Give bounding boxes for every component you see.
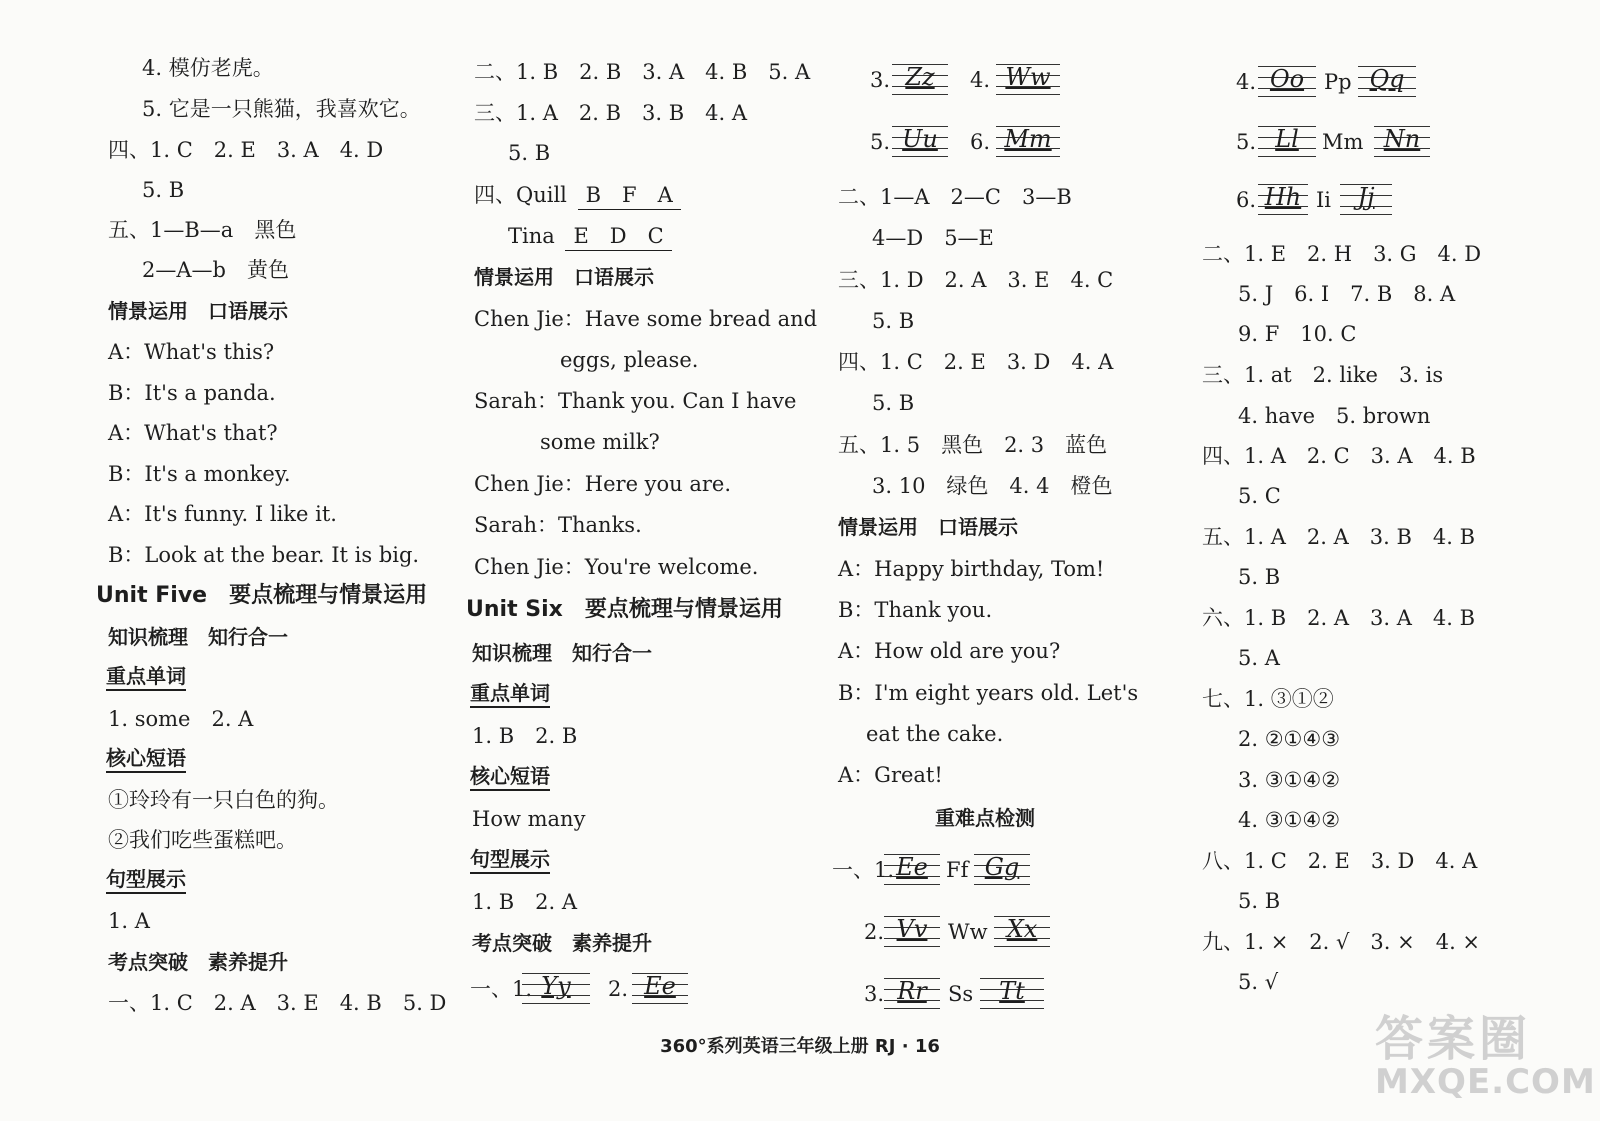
watermark	[1375, 1000, 1596, 1110]
item-label: 3.	[864, 982, 885, 1006]
printed-letters: Mm	[1322, 130, 1364, 154]
answer-line: 二、1. E 2. H 3. G 4. D	[1202, 242, 1482, 266]
handwriting-row	[1236, 178, 1576, 222]
answer-line: ①玲玲有一只白色的狗。	[108, 788, 339, 812]
printed-letters: Ww	[948, 920, 988, 944]
answer-line: 一、1. C 2. A 3. E 4. B 5. D	[108, 991, 447, 1015]
handwritten-letters: Uu	[902, 125, 938, 153]
item-label: 一、1.	[470, 977, 533, 1001]
subsection-heading: 句型展示	[106, 866, 186, 894]
dialogue-line: A：How old are you?	[838, 639, 1061, 663]
answer-line: 5. B	[142, 178, 185, 202]
answer-line	[508, 222, 672, 251]
handwriting-row	[832, 848, 1192, 892]
answer-line: 四、1. A 2. C 3. A 4. B	[1202, 444, 1476, 468]
section-heading: 考点突破 素养提升	[108, 950, 288, 974]
answer-line: 5. C	[1238, 484, 1281, 508]
handwriting-row	[470, 967, 800, 1011]
handwriting-row	[1236, 60, 1576, 104]
handwriting-box	[522, 967, 590, 1011]
handwritten-letters: Yy	[541, 972, 571, 1000]
answer-line: 4—D 5—E	[872, 226, 994, 250]
dialogue-line: Chen Jie：You're welcome.	[474, 555, 759, 579]
answer-line: 1. B 2. A	[472, 890, 578, 914]
dialogue-line: A：Happy birthday, Tom!	[838, 557, 1105, 581]
dialogue-line: B：I'm eight years old. Let's	[838, 681, 1139, 705]
answer-line: 5. √	[1238, 970, 1279, 994]
handwriting-box	[994, 910, 1050, 954]
answer-line: 三、1. at 2. like 3. is	[1202, 363, 1444, 387]
handwriting-box	[1340, 178, 1392, 222]
item-label: 4.	[970, 68, 991, 92]
answer-line: 1. A	[108, 909, 150, 933]
unit-title: Unit Six 要点梳理与情景运用	[466, 597, 783, 622]
handwriting-row	[870, 120, 1200, 164]
item-label: 5.	[1236, 130, 1257, 154]
dialogue-line: eat the cake.	[866, 722, 1004, 746]
handwriting-row	[1236, 120, 1576, 164]
underlined-answer: E D C	[565, 222, 671, 251]
handwritten-letters: Oo	[1269, 65, 1305, 93]
dialogue-line: B：Look at the bear. It is big.	[108, 543, 420, 567]
subsection-heading: 核心短语	[106, 745, 186, 773]
dialogue-line: Chen Jie：Here you are.	[474, 472, 732, 496]
handwriting-box	[892, 120, 948, 164]
subsection-heading: 句型展示	[470, 846, 550, 874]
answer-line: 2. ②①④③	[1238, 727, 1341, 751]
handwriting-box	[1258, 178, 1308, 222]
handwritten-letters: Nn	[1383, 125, 1421, 153]
page-footer: 360°系列英语三年级上册 RJ · 16	[660, 1036, 940, 1057]
handwriting-row	[870, 58, 1200, 102]
handwriting-box	[632, 967, 688, 1011]
subsection-heading: 重点单词	[106, 663, 186, 691]
answer-line: 三、1. D 2. A 3. E 4. C	[838, 268, 1114, 292]
answer-line: 七、1. ③①②	[1202, 687, 1334, 711]
handwriting-box	[1258, 120, 1316, 164]
item-label: 5.	[870, 130, 891, 154]
handwriting-box	[974, 848, 1030, 892]
answer-line: 3. 10 绿色 4. 4 橙色	[872, 474, 1113, 498]
answer-line: 二、1. B 2. B 3. A 4. B 5. A	[474, 60, 811, 84]
handwriting-row	[864, 910, 1194, 954]
printed-letters: Ii	[1316, 188, 1332, 212]
answer-line: 5. 它是一只熊猫，我喜欢它。	[142, 97, 421, 121]
handwritten-letters: Qq	[1369, 65, 1405, 93]
answer-line: 2—A—b 黄色	[142, 258, 289, 282]
handwritten-letters: Ll	[1275, 125, 1299, 153]
answer-line: ②我们吃些蛋糕吧。	[108, 828, 297, 852]
answer-line: 五、1. A 2. A 3. B 4. B	[1202, 525, 1476, 549]
section-heading: 重难点检测	[935, 806, 1035, 830]
answer-line: 5. J 6. I 7. B 8. A	[1238, 282, 1456, 306]
handwritten-letters: Ee	[644, 972, 676, 1000]
handwritten-letters: Hh	[1264, 183, 1302, 211]
printed-letters: Ff	[946, 858, 969, 882]
item-label: 4.	[1236, 70, 1257, 94]
dialogue-line: eggs, please.	[560, 348, 699, 372]
answer-line: 5. B	[508, 141, 551, 165]
answer-line: 二、1—A 2—C 3—B	[838, 185, 1072, 209]
answer-line: 四、1. C 2. E 3. D 4. A	[838, 350, 1114, 374]
answer-line: 5. B	[872, 391, 915, 415]
answer-line: 四、1. C 2. E 3. A 4. D	[108, 138, 384, 162]
underlined-answer: B F A	[578, 181, 681, 210]
handwriting-box	[884, 910, 940, 954]
section-heading: 知识梳理 知行合一	[472, 641, 652, 665]
printed-letters: Pp	[1324, 70, 1352, 94]
watermark-text: 答案圈	[1375, 1011, 1532, 1067]
section-heading: 考点突破 素养提升	[472, 931, 652, 955]
handwritten-letters: Rr	[897, 977, 927, 1005]
dialogue-line: A：Great!	[838, 763, 943, 787]
answer-line: 9. F 10. C	[1238, 322, 1357, 346]
dialogue-line: A：What's this?	[108, 340, 275, 364]
column-1	[0, 0, 460, 1060]
handwritten-letters: Zz	[905, 63, 935, 91]
answer-line: 三、1. A 2. B 3. B 4. A	[474, 101, 748, 125]
answer-line: 4. 模仿老虎。	[142, 56, 274, 80]
dialogue-line: some milk?	[540, 430, 660, 454]
item-label: 2.	[864, 920, 885, 944]
handwritten-letters: Tt	[999, 977, 1025, 1005]
answer-line: 五、1. 5 黑色 2. 3 蓝色	[838, 433, 1108, 457]
dialogue-line: B：It's a panda.	[108, 381, 276, 405]
handwritten-letters: Vv	[896, 915, 928, 943]
dialogue-line: B：It's a monkey.	[108, 462, 291, 486]
handwriting-box	[884, 972, 940, 1016]
dialogue-line: B：Thank you.	[838, 598, 993, 622]
printed-letters: Ss	[948, 982, 974, 1006]
answer-line: 五、1—B—a 黑色	[108, 218, 297, 242]
handwriting-box	[996, 120, 1060, 164]
handwriting-box	[1258, 60, 1316, 104]
answer-line: How many	[472, 807, 586, 831]
answer-line: 八、1. C 2. E 3. D 4. A	[1202, 849, 1478, 873]
answer-line: 5. B	[872, 309, 915, 333]
answer-line: 5. B	[1238, 889, 1281, 913]
answer-line: 九、1. × 2. √ 3. × 4. ×	[1202, 930, 1481, 954]
answer-line: 5. B	[1238, 565, 1281, 589]
item-label: 一、1.	[832, 858, 895, 882]
answer-line: 4. ③①④②	[1238, 808, 1341, 832]
handwriting-box	[1374, 120, 1430, 164]
column-4	[1202, 0, 1600, 1060]
dialogue-line: Chen Jie：Have some bread and	[474, 307, 818, 331]
answer-line: 1. B 2. B	[472, 724, 578, 748]
dialogue-line: A：It's funny. I like it.	[108, 502, 337, 526]
section-heading: 情景运用 口语展示	[474, 265, 654, 289]
handwritten-letters: Ee	[896, 853, 928, 881]
dialogue-line: A：What's that?	[108, 421, 278, 445]
watermark-url: MXQE.COM	[1375, 1062, 1596, 1102]
section-heading: 知识梳理 知行合一	[108, 625, 288, 649]
handwriting-row	[864, 972, 1194, 1016]
subsection-heading: 重点单词	[470, 680, 550, 708]
dialogue-line: Sarah：Thank you. Can I have	[474, 389, 797, 413]
handwritten-letters: Mm	[1004, 125, 1052, 153]
answer-line: 六、1. B 2. A 3. A 4. B	[1202, 606, 1476, 630]
answer-line: 1. some 2. A	[108, 707, 254, 731]
answer-line: 4. have 5. brown	[1238, 404, 1431, 428]
handwritten-letters: Ww	[1005, 63, 1051, 91]
handwritten-letters: Xx	[1006, 915, 1038, 943]
dialogue-line: Sarah：Thanks.	[474, 513, 642, 537]
section-heading: 情景运用 口语展示	[108, 299, 288, 323]
unit-title: Unit Five 要点梳理与情景运用	[96, 583, 428, 608]
item-label: 6.	[970, 130, 991, 154]
handwriting-box	[884, 848, 940, 892]
answer-line: 3. ③①④②	[1238, 768, 1341, 792]
handwritten-letters: Jj	[1357, 183, 1375, 211]
column-2	[460, 0, 840, 1060]
handwriting-box	[1358, 60, 1416, 104]
answer-line	[474, 181, 681, 210]
handwriting-box	[892, 58, 948, 102]
column-3	[832, 0, 1210, 1060]
answer-line: 5. A	[1238, 646, 1280, 670]
handwritten-letters: Gg	[984, 853, 1020, 881]
item-label: 6.	[1236, 188, 1257, 212]
item-label: 3.	[870, 68, 891, 92]
section-heading: 情景运用 口语展示	[838, 515, 1018, 539]
handwriting-box	[996, 58, 1060, 102]
handwriting-box	[980, 972, 1044, 1016]
subsection-heading: 核心短语	[470, 763, 550, 791]
answer-label: Tina	[508, 224, 555, 248]
item-label: 2.	[608, 977, 629, 1001]
answer-label: 四、Quill	[474, 183, 567, 207]
